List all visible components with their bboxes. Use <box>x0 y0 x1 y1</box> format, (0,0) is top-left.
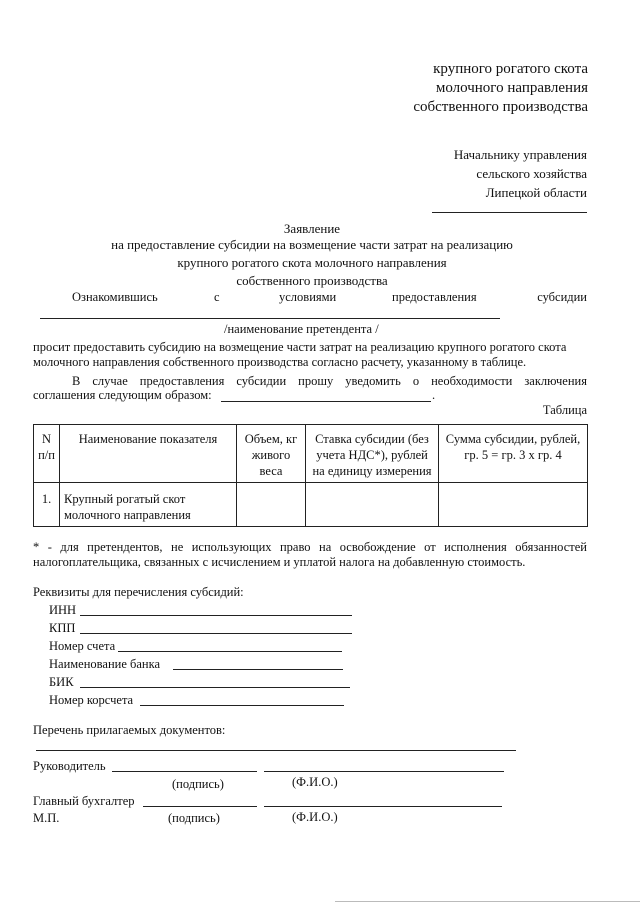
applicant-caption: /наименование претендента / <box>224 322 379 336</box>
row-cell-amount[interactable] <box>439 483 588 527</box>
request-text-line-2: молочного направления собственного производства согласно расчету, указанному в таблице. <box>33 355 527 369</box>
inn-label: ИНН <box>49 603 77 617</box>
footnote-line-1: * - для претендентов, не использующих право на освобождение от исполнения обязанностей <box>33 540 587 554</box>
header-line-3: собственного производства <box>413 99 588 115</box>
accountant-signature-caption: (подпись) <box>168 811 220 825</box>
bank-name-field[interactable] <box>173 669 343 670</box>
notify-text-line-1: В случае предоставления субсидии прошу уведомить о необходимости заключения <box>72 374 587 388</box>
intro-word-3: условиями <box>279 290 337 304</box>
header-cell-amount: Сумма субсидии, рублей, гр. 5 = гр. 3 х гр. 4 <box>439 425 588 483</box>
notify-method-line <box>221 401 431 402</box>
row-cell-volume[interactable] <box>237 483 306 527</box>
inn-field[interactable] <box>80 615 352 616</box>
table-header-row <box>34 425 588 483</box>
kpp-field[interactable] <box>80 633 352 634</box>
header-cell-number: N п/п <box>34 425 60 483</box>
account-number-field[interactable] <box>118 651 342 652</box>
title-heading: Заявление <box>283 221 341 236</box>
correspondent-account-label: Номер корсчета <box>49 693 134 707</box>
row-cell-indicator: Крупный рогатый скот молочного направления <box>60 483 237 527</box>
intro-word-4: предоставления <box>392 290 477 304</box>
intro-word-5: субсидии <box>537 290 587 304</box>
head-label: Руководитель <box>33 759 106 773</box>
account-number-label: Номер счета <box>49 639 116 653</box>
notify-end: . <box>432 388 436 402</box>
head-signature-caption: (подпись) <box>172 777 224 791</box>
accountant-name-line[interactable] <box>264 806 502 807</box>
table-row <box>34 483 588 527</box>
addressee-line-2: сельского хозяйства <box>476 166 587 181</box>
row-cell-number: 1. <box>34 483 60 527</box>
addressee-blank-line <box>432 212 587 213</box>
title-line-3: собственного производства <box>236 273 388 288</box>
bik-label: БИК <box>49 675 74 689</box>
table-label: Таблица <box>542 403 587 417</box>
documents-heading: Перечень прилагаемых документов: <box>33 723 226 737</box>
head-name-caption: (Ф.И.О.) <box>292 775 338 789</box>
accountant-label: Главный бухгалтер <box>33 794 135 808</box>
head-name-line[interactable] <box>264 771 504 772</box>
addressee-line-3: Липецкой области <box>485 185 587 200</box>
bik-field[interactable] <box>80 687 350 688</box>
documents-list-line[interactable] <box>36 750 516 751</box>
applicant-name-line <box>40 318 500 319</box>
kpp-label: КПП <box>49 621 76 635</box>
header-line-1: крупного рогатого скота <box>433 61 588 77</box>
subsidy-table <box>33 424 588 527</box>
bank-name-label: Наименование банка <box>49 657 161 671</box>
accountant-signature-line[interactable] <box>143 806 257 807</box>
title-line-1: на предоставление субсидии на возмещение части затрат на реализацию <box>111 237 513 252</box>
scan-edge-line <box>335 901 640 902</box>
notify-text-line-2: соглашения следующим образом: <box>33 388 212 402</box>
head-signature-line[interactable] <box>112 771 257 772</box>
footnote-line-2: налогоплательщика, связанных с исчислением и уплатой налога на добавленную стоимость. <box>33 555 526 569</box>
addressee-line-1: Начальнику управления <box>453 147 587 162</box>
request-text-line-1: просит предоставить субсидию на возмещение части затрат на реализацию крупного рогатого скота <box>33 340 567 354</box>
header-cell-volume: Объем, кг живого веса <box>237 425 306 483</box>
accountant-name-caption: (Ф.И.О.) <box>292 810 338 824</box>
header-line-2: молочного направления <box>435 80 588 96</box>
header-cell-indicator: Наименование показателя <box>60 425 237 483</box>
seal-label: М.П. <box>33 811 60 825</box>
intro-word-2: с <box>214 290 220 304</box>
correspondent-account-field[interactable] <box>140 705 344 706</box>
requisites-heading: Реквизиты для перечисления субсидий: <box>33 585 244 599</box>
title-line-2: крупного рогатого скота молочного направления <box>177 255 447 270</box>
header-cell-rate: Ставка субсидии (без учета НДС*), рублей на единицу измерения <box>306 425 439 483</box>
row-cell-rate[interactable] <box>306 483 439 527</box>
intro-word-1: Ознакомившись <box>72 290 158 304</box>
